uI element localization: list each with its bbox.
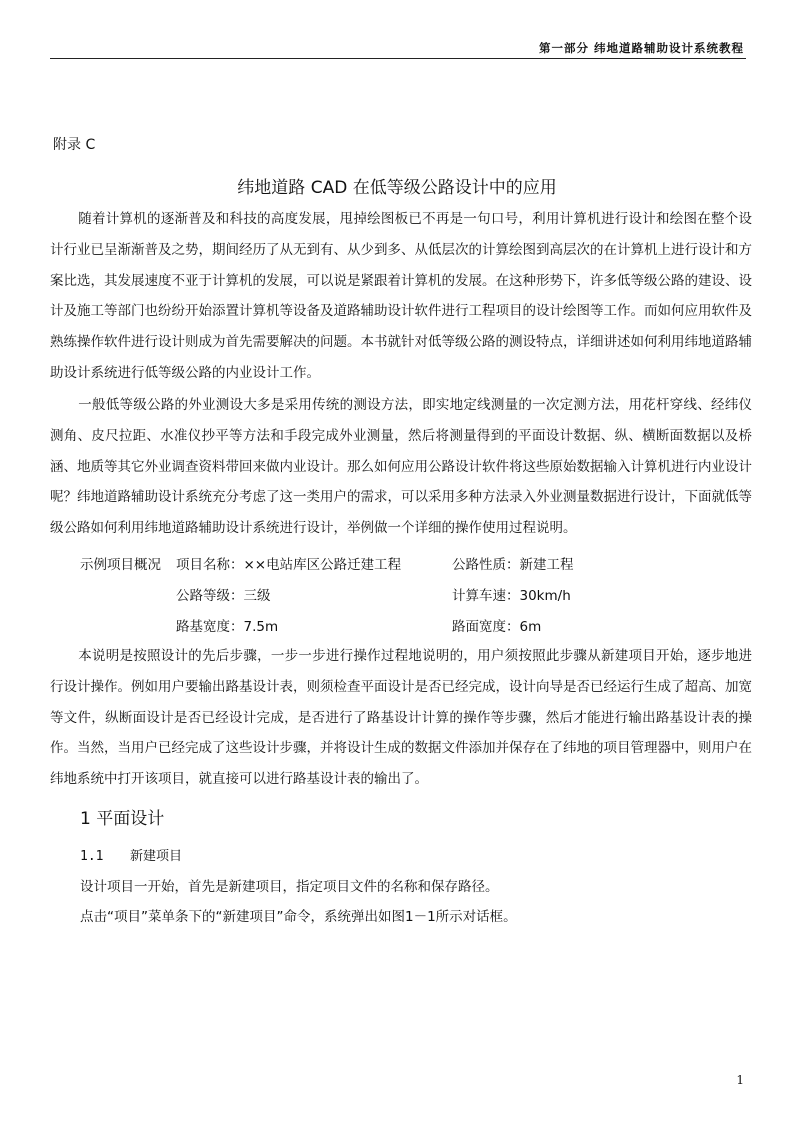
road-grade: 公路等级：三级 (176, 588, 271, 604)
section-heading: 1 平面设计 (80, 809, 165, 829)
page-number: 1 (736, 1073, 744, 1087)
road-nature: 公路性质：新建工程 (452, 557, 574, 573)
header-text: 第一部分 纬地道路辅助设计系统教程 (538, 41, 744, 55)
paragraph-survey (50, 390, 752, 544)
document-title: 纬地道路 CAD 在低等级公路设计中的应用 (237, 178, 557, 198)
project-name: 项目名称：××电站库区公路迁建工程 (176, 557, 402, 573)
paragraph-intro-text: 随着计算机的逐渐普及和科技的高度发展，甩掉绘图板已不再是一句口号，利用计算机进行设计和绘图在整个设计行业已呈渐渐普及之势，期间经历了从无到有、从少到多、从低层次的计算绘图到高层次的在计算机上进行设计和方案比选，其发展速度不亚于计算机的发展，可以说是紧跟着计算机的发展。在这种形势下，许多低等级公路的建设、设计及施工等部门也纷纷开始添置计算机等设备及道路辅助设计软件进行工程项目的设计绘图等工作。而如何应用软件及熟练操作软件进行设计则成为首先需要解决的问题。本书就针对低等级公路的测设特点，详细讲述如何利用纬地道路辅助设计系统进行低等级公路的内业设计工作。 (50, 211, 752, 381)
pavement-width: 路面宽度：6m (452, 619, 542, 635)
subsection-heading (80, 845, 182, 864)
paragraph-steps (50, 641, 752, 795)
subgrade-width: 路基宽度：7.5m (176, 619, 279, 635)
paragraph-survey-text: 一般低等级公路的外业测设大多是采用传统的测设方法，即实地定线测量的一次定测方法，用花杆穿线、经纬仪测角、皮尺拉距、水准仪抄平等方法和手段完成外业测量，然后将测量得到的平面设计数据、纵、横断面数据以及桥涵、地质等其它外业调查资料带回来做内业设计。那么如何应用公路设计软件将这些原始数据输入计算机进行内业设计呢？纬地道路辅助设计系统充分考虑了这一类用户的需求，可以采用多种方法录入外业测量数据进行设计，下面就低等级公路如何利用纬地道路辅助设计系统进行设计，举例做一个详细的操作使用过程说明。 (50, 397, 752, 537)
appendix-label: 附录 C (53, 137, 96, 153)
subsection-number: 1.1 (80, 849, 104, 864)
paragraph-intro (50, 204, 752, 389)
example-label: 示例项目概况 (80, 557, 161, 573)
paragraph-steps-text: 本说明是按照设计的先后步骤，一步一步进行操作过程地说明的，用户须按照此步骤从新建项目开始，逐步地进行设计操作。例如用户要输出路基设计表，则须检查平面设计是否已经完成，设计向导是否已经运行生成了超高、加宽等文件，纵断面设计是否已经设计完成，是否进行了路基设计计算的操作等步骤，然后才能进行输出路基设计表的操作。当然，当用户已经完成了这些设计步骤，并将设计生成的数据文件添加并保存在了纬地的项目管理器中，则用户在纬地系统中打开该项目，就直接可以进行路基设计表的输出了。 (50, 648, 752, 788)
design-speed: 计算车速：30km/h (452, 588, 571, 604)
subsection-title: 新建项目 (130, 849, 183, 864)
body-line-2: 点击“项目”菜单条下的“新建项目”命令，系统弹出如图1－1所示对话框。 (80, 909, 517, 925)
page-header (50, 38, 746, 59)
body-line-1: 设计项目一开始，首先是新建项目，指定项目文件的名称和保存路径。 (80, 879, 499, 895)
